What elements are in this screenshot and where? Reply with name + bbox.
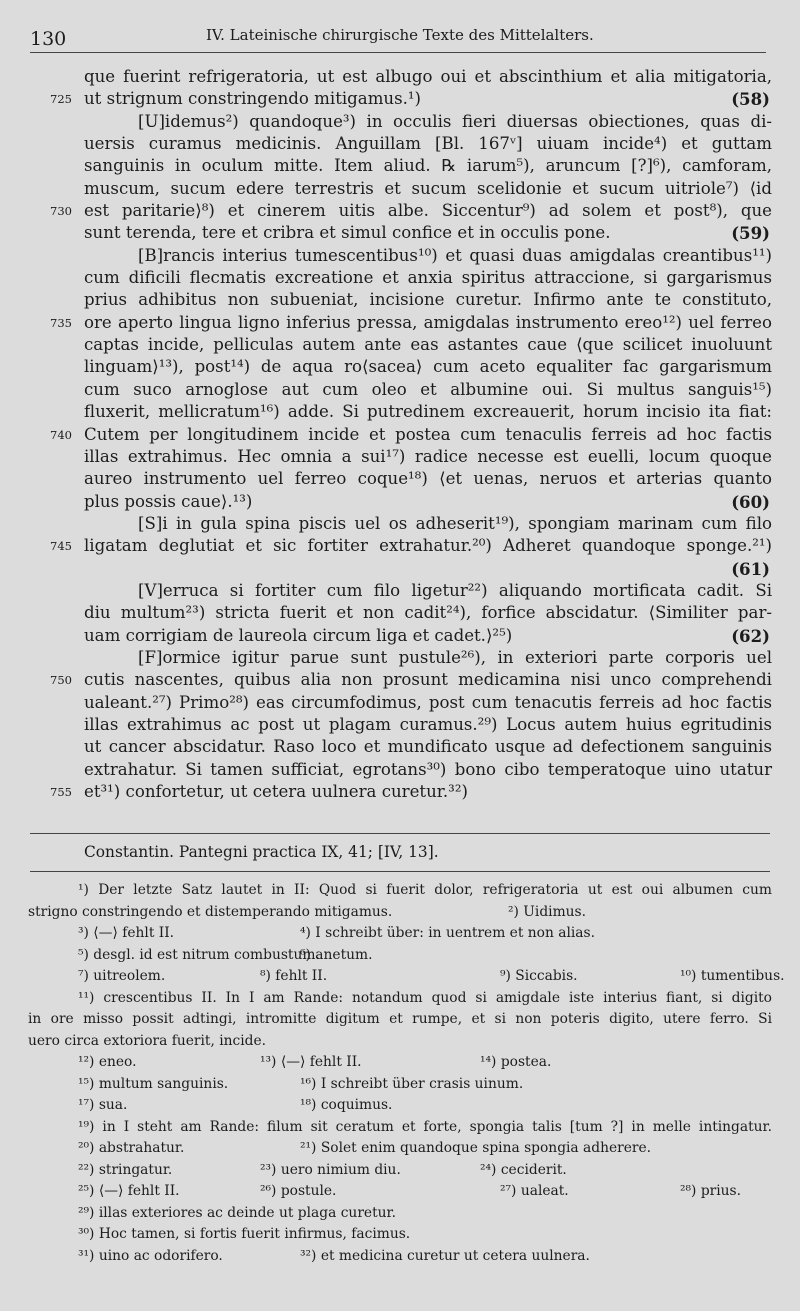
footnote-text: ⁴) I schreibt über: in uentrem et non alias. <box>300 925 595 941</box>
line-text: uam corrigiam de laureola circum liga et cadet.⟩²⁵) <box>84 625 513 645</box>
footnote-text: ¹) Der letzte Satz lautet in II: Quod si fuerit dolor, refrigeratoria ut est oui albumen cum <box>78 882 772 898</box>
line-number: 740 <box>50 427 72 442</box>
footnote-line <box>0 1138 800 1160</box>
footnote-line <box>0 1031 800 1053</box>
footnote-line <box>0 1052 800 1074</box>
main-text <box>0 66 800 803</box>
text-line <box>0 178 800 200</box>
text-line <box>0 759 800 781</box>
footnote-text: ²⁹) illas exteriores ac deinde ut plaga curetur. <box>78 1204 396 1221</box>
section-number: (59) <box>731 223 770 244</box>
line-text: [B]rancis interius tumescentibus¹⁰) et quasi duas amigdalas creantibus¹¹) <box>138 245 772 265</box>
footnote-line <box>0 988 800 1010</box>
line-text: [U]idemus²) quandoque³) in occulis fieri diuersas obiectiones, quas di- <box>138 111 772 131</box>
divider-rule <box>30 833 770 834</box>
footnote-line <box>0 1117 800 1139</box>
footnote-line <box>0 1009 800 1031</box>
line-text: illas extrahimus. Hec omnia a sui¹⁷) radice necesse est euelli, locum quoque <box>84 446 772 466</box>
divider-rule <box>30 871 770 872</box>
text-line <box>0 289 800 311</box>
text-line <box>0 245 800 267</box>
text-line <box>0 66 800 88</box>
footnote-line <box>0 1181 800 1203</box>
footnote-line <box>0 1224 800 1246</box>
footnote-text: ¹³) ⟨—⟩ fehlt II. <box>260 1054 362 1070</box>
text-line <box>0 558 800 580</box>
text-line <box>0 736 800 758</box>
text-line <box>0 692 800 714</box>
section-number: (58) <box>731 89 770 110</box>
line-number: 725 <box>50 92 72 107</box>
line-text: extrahatur. Si tamen sufficiat, egrotans³⁰) bono cibo temperatoque uino utatur <box>84 759 772 779</box>
footnote-text: ¹⁸) coquimus. <box>300 1097 393 1113</box>
text-line <box>0 334 800 356</box>
line-text: cum suco arnoglose aut cum oleo et albumine oui. Si multus sanguis¹⁵) <box>84 379 772 399</box>
footnote-text: ²¹) Solet enim quandoque spina spongia adherere. <box>300 1140 652 1156</box>
footnote-line <box>0 1160 800 1182</box>
line-text: que fuerint refrigeratoria, ut est albugo oui et abscinthium et alia mitigatoria, <box>84 67 772 86</box>
line-number: 735 <box>50 315 72 330</box>
text-line <box>0 401 800 423</box>
footnote-text: ³⁰) Hoc tamen, si fortis fuerit infirmus, facimus. <box>78 1226 411 1242</box>
section-number: (61) <box>731 558 770 579</box>
footnote-text: ¹⁷) sua. <box>78 1097 128 1113</box>
footnote-text: ¹⁰) tumentibus. <box>680 968 785 984</box>
line-text: linguam⟩¹³), post¹⁴) de aqua ro⟨sacea⟩ cum aceto equaliter fac gargarismum <box>84 357 772 377</box>
text-line <box>0 200 800 222</box>
line-text: aureo instrumento uel ferreo coque¹⁸) ⟨et uenas, neruos et arterias quanto <box>84 469 772 489</box>
footnote-text: ¹¹) crescentibus II. In I am Rande: notandum quod si amigdale iste interius fiant, si digito <box>78 989 772 1006</box>
footnote-text: ²⁴) ceciderit. <box>480 1161 567 1178</box>
footnote-text: ²⁸) prius. <box>680 1183 742 1199</box>
line-text: diu multum²³) stricta fuerit et non cadit²⁴), forfice abscidatur. ⟨Similiter par- <box>84 603 772 623</box>
line-text: captas incide, pelliculas autem ante eas astantes caue ⟨que scilicet inuoluunt <box>84 335 772 355</box>
line-text: et³¹) confortetur, ut cetera uulnera curetur.³²) <box>84 782 468 801</box>
text-line <box>0 781 800 803</box>
text-line <box>0 133 800 155</box>
footnote-text: ³²) et medicina curetur ut cetera uulnera. <box>300 1247 590 1264</box>
text-line <box>0 446 800 468</box>
line-text: ut cancer abscidatur. Raso loco et mundificato usque ad defectionem sanguinis <box>84 737 772 757</box>
footnote-text: ⁷) uitreolem. <box>78 968 166 984</box>
footnote-line <box>0 966 800 988</box>
line-number: 755 <box>50 785 72 799</box>
footnote-text: ³¹) uino ac odorifero. <box>78 1247 223 1264</box>
source-reference: Constantin. Pantegni practica IX, 41; [IV, 13]. <box>84 843 439 861</box>
line-number: 750 <box>50 673 72 688</box>
text-line <box>0 356 800 378</box>
line-text: plus possis caue⟩.¹³) <box>84 491 253 511</box>
line-text: cum dificili flecmatis excreatione et anxia spiritus attraccione, si gargarismus <box>84 268 772 288</box>
text-line <box>0 468 800 490</box>
line-text: fluxerit, mellicratum¹⁶) adde. Si putredinem excreauerit, horum incisio ita fiat: <box>84 402 772 422</box>
footnote-text: ²²) stringatur. <box>78 1161 173 1178</box>
footnote-line <box>0 880 800 902</box>
text-line <box>0 267 800 289</box>
footnotes <box>0 880 800 1267</box>
section-number: (60) <box>731 491 770 512</box>
line-text: Cutem per longitudinem incide et postea cum tenaculis ferreis ad hoc factis <box>84 424 772 444</box>
footnote-text: ⁶) anetum. <box>300 946 373 963</box>
line-text: cutis nascentes, quibus alia non prosunt medicamina nisi unco comprehendi <box>84 670 772 690</box>
text-line <box>0 379 800 401</box>
footnote-text: ²⁷) ualeat. <box>500 1183 569 1199</box>
footnote-text: ⁹) Siccabis. <box>500 968 578 984</box>
line-text: ut strignum constringendo mitigamus.¹) <box>84 89 422 109</box>
footnote-line <box>0 1246 800 1268</box>
text-line <box>0 602 800 624</box>
footnote-text: strigno constringendo et distemperando mitigamus. <box>28 903 393 920</box>
footnote-line <box>0 923 800 945</box>
line-text: muscum, sucum edere terrestris et sucum scelidonie et sucum uitriole⁷) ⟨id <box>84 178 772 198</box>
footnote-line <box>0 1203 800 1225</box>
footnote-text: ²) Uidimus. <box>508 903 587 920</box>
footnote-line <box>0 902 800 924</box>
text-line <box>0 513 800 535</box>
text-line <box>0 88 800 110</box>
footnote-text: ¹²) eneo. <box>78 1054 137 1070</box>
footnote-text: ¹⁹) in I steht am Rande: filum sit ceratum et forte, spongia talis [tum ?] in melle intingatur. <box>78 1118 772 1135</box>
footnote-text: ²⁵) ⟨—⟩ fehlt II. <box>78 1183 180 1199</box>
line-text: sanguinis in oculum mitte. Item aliud. ℞ iarum⁵), aruncum [?]⁶), camforam, <box>84 156 772 176</box>
line-text: est paritarie⟩⁸) et cinerem uitis albe. Siccentur⁹) ad solem et post⁸), que <box>84 201 772 221</box>
text-line <box>0 625 800 647</box>
text-line <box>0 491 800 513</box>
line-text: [S]i in gula spina piscis uel os adheserit¹⁹), spongiam marinam cum filo <box>138 513 772 533</box>
text-line <box>0 647 800 669</box>
footnote-text: ³) ⟨—⟩ fehlt II. <box>78 925 175 941</box>
footnote-text: ⁵) desgl. id est nitrum combustum. <box>78 946 320 963</box>
text-line <box>0 111 800 133</box>
line-text: [V]erruca si fortiter cum filo ligetur²²) aliquando mortificata cadit. Si <box>138 580 772 600</box>
text-line <box>0 669 800 691</box>
footnote-text: ¹⁴) postea. <box>480 1054 552 1070</box>
line-text: sunt terenda, tere et cribra et simul confice et in occulis pone. <box>84 223 611 243</box>
line-text: ualeant.²⁷) Primo²⁸) eas circumfodimus, post cum tenacutis ferreis ad hoc factis <box>84 692 772 712</box>
text-line <box>0 424 800 446</box>
footnote-text: ⁸) fehlt II. <box>260 968 328 984</box>
running-title: IV. Lateinische chirurgische Texte des Mittelalters. <box>206 26 594 44</box>
footnote-line <box>0 1095 800 1117</box>
page-number: 130 <box>30 28 67 50</box>
footnote-line <box>0 945 800 967</box>
line-text: prius adhibitus non subueniat, incisione curetur. Infirmo ante te constituto, <box>84 290 772 310</box>
section-number: (62) <box>731 625 770 646</box>
text-line <box>0 155 800 177</box>
text-line <box>0 535 800 557</box>
footnote-text: ²⁶) postule. <box>260 1183 337 1199</box>
line-text: [F]ormice igitur parue sunt pustule²⁶), in exteriori parte corporis uel <box>138 647 772 667</box>
text-line <box>0 714 800 736</box>
line-text: uersis curamus medicinis. Anguillam [Bl. 167ᵛ] uiuam incide⁴) et guttam <box>84 134 772 154</box>
footnote-text: in ore misso possit adtingi, intromitte digitum et rumpe, et si non poteris digito, utere ferro. Si <box>28 1011 772 1027</box>
line-text: illas extrahimus ac post ut plagam curamus.²⁹) Locus autem huius egritudinis <box>84 714 772 734</box>
line-number: 745 <box>50 539 72 554</box>
line-text: ore aperto lingua ligno inferius pressa, amigdalas instrumento ereo¹²) uel ferreo <box>84 312 772 332</box>
line-number: 730 <box>50 204 72 219</box>
footnote-line <box>0 1074 800 1096</box>
text-line <box>0 222 800 244</box>
footnote-text: uero circa extoriora fuerit, incide. <box>28 1032 267 1049</box>
footnote-text: ²³) uero nimium diu. <box>260 1161 401 1178</box>
running-header <box>30 22 766 53</box>
line-text: ligatam deglutiat et sic fortiter extrahatur.²⁰) Adheret quandoque sponge.²¹) <box>84 536 772 556</box>
footnote-text: ²⁰) abstrahatur. <box>78 1140 185 1156</box>
footnote-text: ¹⁵) multum sanguinis. <box>78 1075 229 1092</box>
text-line <box>0 580 800 602</box>
footnote-text: ¹⁶) I schreibt über crasis uinum. <box>300 1075 524 1092</box>
text-line <box>0 312 800 334</box>
